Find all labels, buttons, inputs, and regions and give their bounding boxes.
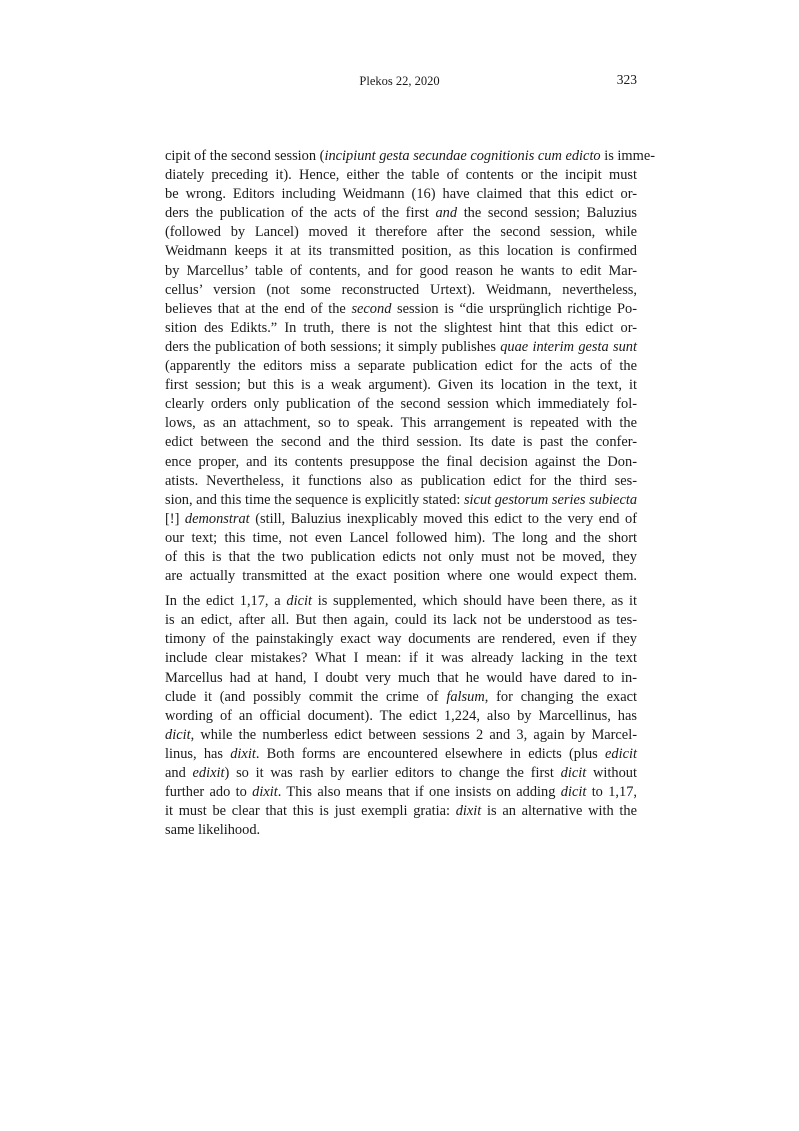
text-segment: atists. Nevertheless, it functions also as publication edict for the third ses- (165, 472, 637, 489)
text-segment: sition des Edikts.” In truth, there is not the slightest hint that this edict or- (165, 319, 637, 336)
text-segment: by Marcellus’ table of contents, and for good reason he wants to edit Mar- (165, 262, 637, 279)
text-line (165, 281, 637, 300)
text-segment: the second session; Baluzius (457, 205, 637, 222)
text-segment: it must be clear that this is just exempli gratia: (165, 803, 456, 820)
text-line (165, 592, 637, 611)
text-segment: edict between the second and the third session. Its date is past the confer- (165, 434, 637, 451)
italic-text: edixit (192, 765, 225, 781)
text-line (165, 529, 637, 548)
text-line (165, 433, 637, 452)
text-line (165, 548, 637, 567)
text-segment: is an edict, after all. But then again, could its lack not be understood as tes- (165, 612, 637, 629)
running-head: Plekos 22, 2020 (359, 74, 440, 88)
text-line (165, 414, 637, 433)
italic-text: incipiunt gesta secundae cognitionis cum edicto (324, 148, 601, 164)
text-segment: is supplemented, which should have been there, as it (311, 593, 637, 610)
text-segment: include clear mistakes? What I mean: if it was already lacking in the text (165, 650, 637, 667)
text-segment: is an alternative with the (481, 803, 638, 820)
text-line (165, 376, 637, 395)
text-segment: timony of the painstakingly exact way documents are rendered, even if they (165, 631, 637, 648)
body-text (165, 147, 655, 846)
text-segment: ders the publication of the acts of the first (165, 205, 436, 222)
text-segment: , while the numberless edict between sessions 2 and 3, again by Marcel- (190, 726, 637, 743)
text-line (165, 338, 637, 357)
text-segment: session is “die ursprünglich richtige Po- (391, 300, 637, 317)
italic-text: second (351, 300, 392, 317)
italic-text: dixit (230, 745, 256, 762)
text-segment: diately preceding it). Hence, either the table of contents or the incipit must (165, 167, 637, 184)
text-line (165, 707, 637, 726)
text-segment: clearly orders only publication of the second session which immediately fol- (165, 396, 637, 413)
text-line (165, 223, 637, 242)
text-segment: our text; this time, not even Lancel followed him). The long and the short (165, 529, 637, 546)
text-segment: is imme- (600, 148, 655, 164)
text-line (165, 357, 637, 376)
text-segment: [!] (165, 510, 185, 527)
text-segment: clude it (and possibly commit the crime of (165, 688, 447, 705)
text-line (165, 300, 637, 319)
italic-text: and (435, 205, 458, 222)
text-line (165, 821, 637, 840)
text-line (165, 630, 637, 649)
text-segment: ders the publication of both sessions; it simply publishes (165, 338, 501, 355)
text-segment: cipit of the second session ( (165, 148, 325, 164)
italic-text: dixit (455, 803, 482, 820)
text-segment: first session; but this is a weak argument). Given its location in the text, it (165, 377, 637, 394)
text-segment: wording of an official document). The edict 1,224, also by Marcellinus, has (165, 707, 637, 724)
italic-text: edicit (605, 745, 637, 762)
text-line (165, 745, 637, 764)
text-segment: and (165, 765, 193, 781)
text-line (165, 510, 637, 529)
italic-text: quae interim gesta sunt (500, 338, 638, 355)
text-segment: (still, Baluzius inexplicably moved this edict to the very end of (249, 510, 637, 527)
text-segment: of this is that the two publication edicts not only must not be moved, they (165, 548, 637, 565)
text-line (165, 726, 637, 745)
text-segment: . Both forms are encountered elsewhere in edicts (plus (255, 745, 606, 762)
text-segment: without (586, 765, 637, 781)
italic-text: dicit (560, 765, 587, 781)
text-line (165, 764, 637, 783)
italic-text: dixit (252, 784, 278, 801)
italic-text: demonstrat (184, 510, 250, 527)
text-segment: , for changing the exact (484, 688, 637, 705)
text-segment: further ado to (165, 784, 253, 801)
text-line (165, 783, 637, 802)
text-line (165, 204, 637, 223)
text-segment: are actually transmitted at the exact position where one would expect them. (165, 568, 637, 585)
text-line (165, 147, 655, 166)
text-segment: believes that at the end of the (165, 300, 352, 317)
text-segment: ence proper, and its contents presuppose the final decision against the Don- (165, 453, 637, 470)
text-line (165, 567, 637, 586)
text-segment: cellus’ version (not some reconstructed Urtext). Weidmann, nevertheless, (165, 281, 637, 298)
text-segment: In the edict 1,17, a (165, 593, 287, 610)
text-line (165, 453, 637, 472)
text-segment: sion, and this time the sequence is explicitly stated: (165, 491, 464, 508)
text-line (165, 395, 637, 414)
text-line (165, 491, 637, 510)
text-line (165, 649, 637, 668)
text-segment: . This also means that if one insists on adding (277, 784, 561, 801)
text-line (165, 262, 637, 281)
text-line (165, 166, 637, 185)
text-segment: to 1,17, (586, 784, 638, 801)
text-segment: linus, has (165, 745, 231, 762)
text-segment: ) so it was rash by earlier editors to change the first (224, 765, 561, 781)
italic-text: dicit (286, 593, 312, 610)
italic-text: sicut gestorum series subiecta (463, 491, 638, 508)
text-line (165, 802, 637, 821)
text-segment: (apparently the editors miss a separate publication edict for the acts of the (165, 358, 637, 375)
paragraph (165, 592, 637, 840)
text-line (165, 185, 637, 204)
text-line (165, 242, 637, 261)
text-segment: Marcellus had at hand, I doubt very much that he would have dared to in- (165, 669, 637, 686)
paragraph (165, 147, 655, 586)
italic-text: dicit (560, 784, 587, 801)
text-segment: Weidmann keeps it at its transmitted position, as this location is confirmed (165, 243, 637, 260)
text-segment: (followed by Lancel) moved it therefore after the second session, while (165, 224, 637, 241)
text-segment: same likelihood. (165, 822, 261, 839)
page-number: 323 (616, 72, 637, 87)
italic-text: dicit (165, 726, 191, 743)
text-segment: lows, as an attachment, so to speak. This arrangement is repeated with the (165, 415, 637, 432)
text-line (165, 611, 637, 630)
text-line (165, 669, 637, 688)
text-segment: be wrong. Editors including Weidmann (16) have claimed that this edict or- (165, 186, 637, 203)
text-line (165, 472, 637, 491)
text-line (165, 319, 637, 338)
italic-text: falsum (446, 688, 485, 705)
text-line (165, 688, 637, 707)
